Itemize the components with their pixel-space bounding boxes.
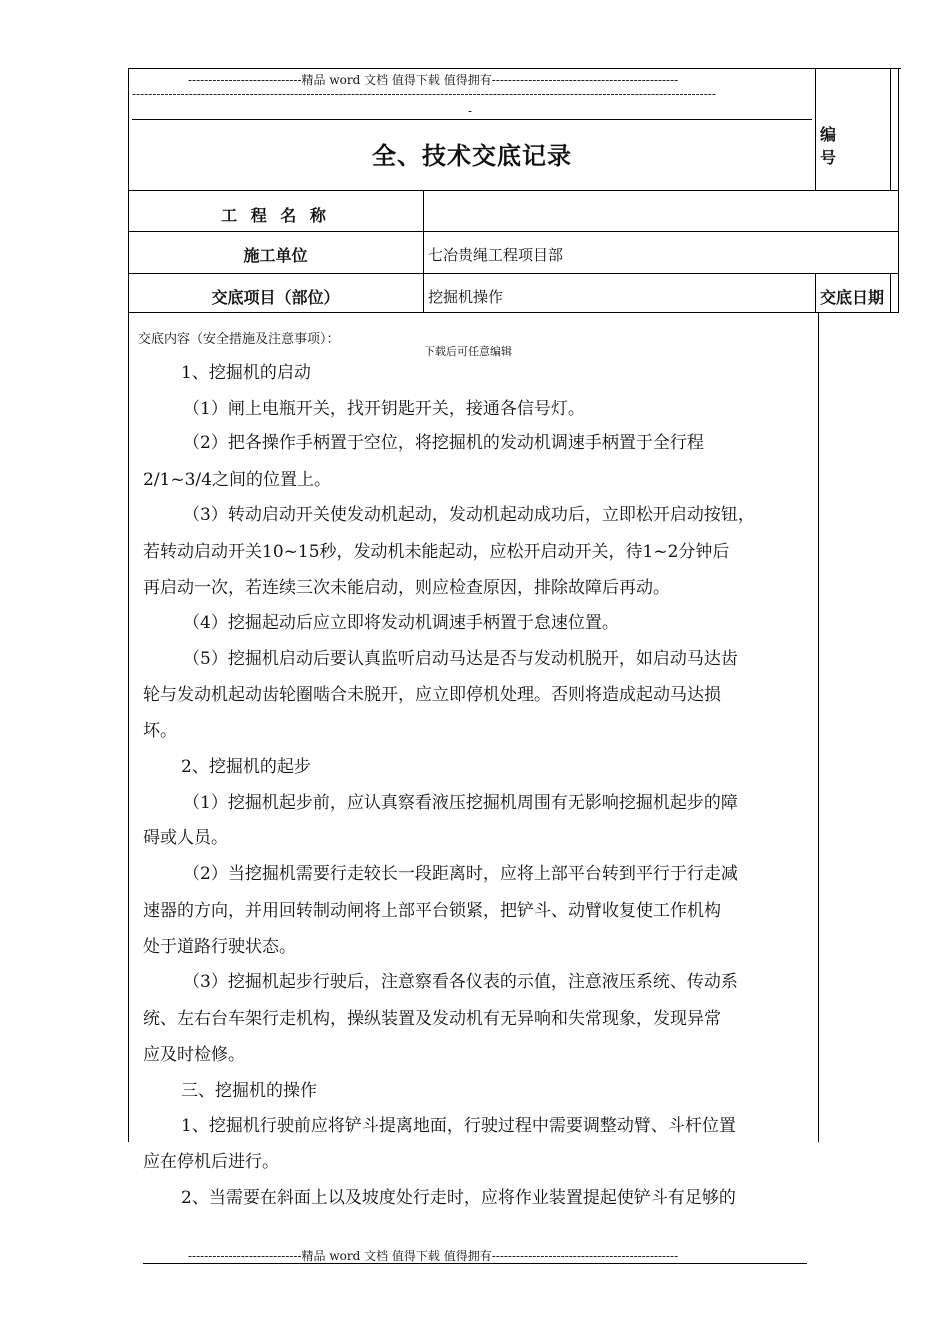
number-label	[820, 122, 886, 168]
content-line: （3）转动启动开关使发动机起动，发动机起动成功后，立即松开启动按钮，	[183, 505, 755, 525]
date-col-right	[890, 273, 891, 313]
content-line: 2、当需要在斜面上以及坡度处行走时，应将作业装置提起使铲斗有足够的	[181, 1188, 736, 1208]
dash-row-end: -	[468, 104, 473, 118]
watermark-top: ----------------------------精品 word 文档 值得下载 值得拥有----------------------------------------------	[188, 73, 679, 87]
content-line: 2、挖掘机的起步	[181, 757, 311, 777]
content-line: 轮与发动机起动齿轮圈啮合未脱开，应立即停机处理。否则将造成起动马达损	[143, 685, 721, 705]
content-line: 应在停机后进行。	[143, 1152, 279, 1172]
header-top-border	[128, 68, 901, 69]
item-value: 挖掘机操作	[428, 288, 504, 306]
dash-row: ------------------------------------------------------------------------------------------------------------------------------------------------	[132, 87, 716, 101]
date-label: 交底日期	[820, 288, 885, 307]
content-line: 2/1~3/4之间的位置上。	[143, 470, 331, 490]
item-label: 交底项目（部位）	[211, 288, 340, 307]
content-line: 1、挖掘机行驶前应将铲斗提离地面，行驶过程中需要调整动臂、斗杆位置	[181, 1116, 736, 1136]
content-line: （5）挖掘机启动后要认真监听启动马达是否与发动机脱开，如启动马达齿	[183, 649, 738, 669]
content-heading: 交底内容（安全措施及注意事项）：	[138, 332, 340, 347]
content-line: 处于道路行驶状态。	[143, 937, 296, 957]
date-col-divider	[815, 273, 816, 313]
content-line: （2）把各操作手柄置于空位，将挖掘机的发动机调速手柄置于全行程	[183, 433, 704, 453]
content-line: 应及时检修。	[143, 1045, 245, 1065]
content-line: （1）闸上电瓶开关，找开钥匙开关，接通各信号灯。	[183, 399, 585, 419]
number-col-divider	[815, 68, 816, 190]
content-line: 统、左右台车架行走机构，操纵装置及发动机有无异响和失常现象，发现异常	[143, 1009, 721, 1029]
row-2-top	[128, 231, 899, 232]
label-col-divider	[423, 190, 424, 312]
project-name-label: 工 程 名 称	[221, 206, 330, 225]
content-line: 三、挖掘机的操作	[181, 1081, 317, 1101]
content-line: 碍或人员。	[143, 828, 228, 848]
footer-rule	[143, 1263, 807, 1264]
content-line: （4）挖掘起动后应立即将发动机调速手柄置于怠速位置。	[183, 613, 619, 633]
content-line: 1、挖掘机的启动	[181, 363, 311, 383]
contractor-value: 七冶贵绳工程项目部	[428, 246, 564, 264]
row-3-top	[128, 273, 899, 274]
content-line: （1）挖掘机起步前，应认真察看液压挖掘机周围有无影响挖掘机起步的障	[183, 793, 738, 813]
content-line: 坏。	[143, 721, 177, 741]
number-label-text: 编 号	[820, 125, 863, 167]
content-left-border	[128, 312, 129, 1142]
content-line: （2）当挖掘机需要行走较长一段距离时，应将上部平台转到平行于行走减	[183, 864, 738, 884]
content-right-border	[818, 312, 819, 1142]
content-line: 速器的方向，并用回转制动闸将上部平台锁紧，把铲斗、动臂收复使工作机构	[143, 901, 721, 921]
contractor-label: 施工单位	[243, 246, 308, 265]
content-line: （3）挖掘机起步行驶后，注意察看各仪表的示值，注意液压系统、传动系	[183, 972, 738, 992]
content-line: 若转动启动开关10~15秒，发动机未能起动，应松开启动开关，待1~2分钟后	[143, 542, 730, 562]
number-col-inner	[890, 68, 891, 190]
content-line: 再启动一次，若连续三次未能启动，则应检查原因，排除故障后再动。	[143, 578, 670, 598]
row-1-top	[128, 190, 899, 191]
title-top-rule	[132, 119, 812, 120]
page-title: 全、技术交底记录	[372, 141, 572, 170]
watermark-bottom: ----------------------------精品 word 文档 值得下载 值得拥有----------------------------------------------	[188, 1249, 679, 1263]
editable-note: 下载后可任意编辑	[424, 345, 512, 358]
row-3-bottom	[128, 312, 899, 313]
